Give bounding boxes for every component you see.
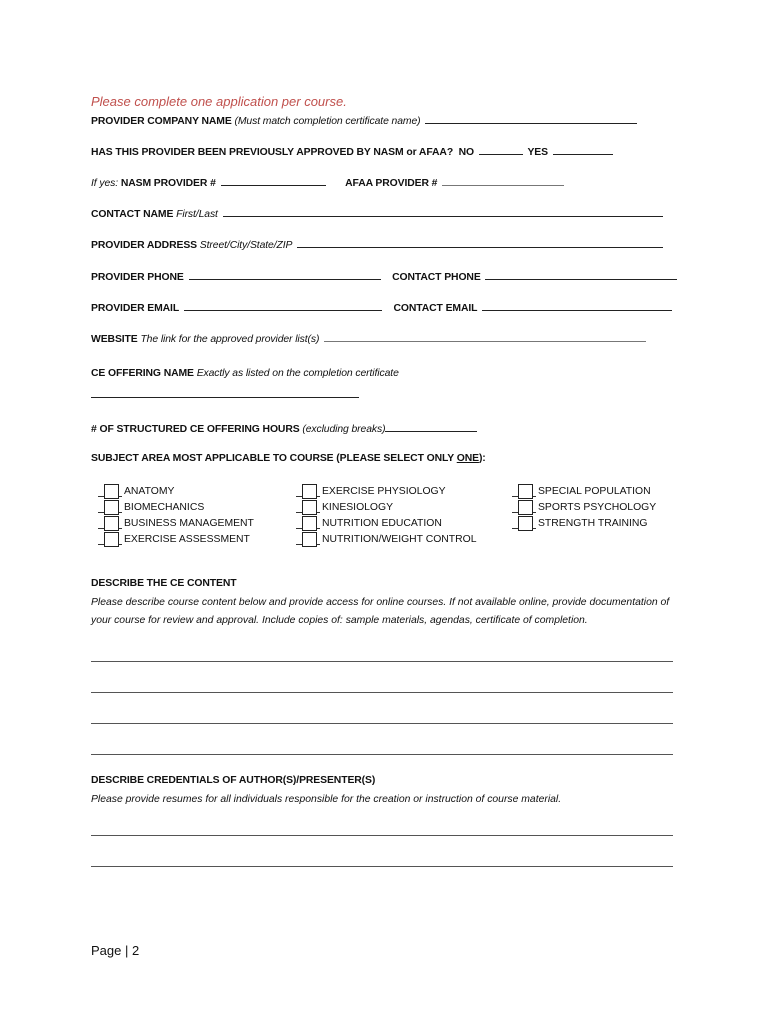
address-hint: Street/City/State/ZIP	[199, 240, 293, 251]
provider-email-field[interactable]	[184, 301, 382, 311]
subject-option[interactable]	[98, 516, 254, 532]
option-checkbox[interactable]	[104, 516, 119, 531]
contact-phone-field[interactable]	[485, 270, 677, 280]
option-label: EXERCISE ASSESSMENT	[124, 534, 250, 545]
website-label: WEBSITE	[91, 334, 138, 345]
afaa-provider-field[interactable]	[442, 176, 564, 186]
option-checkbox[interactable]	[104, 532, 119, 547]
subject-option[interactable]	[98, 532, 254, 548]
contact-email-label: CONTACT EMAIL	[393, 303, 478, 314]
option-checkbox[interactable]	[518, 484, 533, 499]
approved-question: HAS THIS PROVIDER BEEN PREVIOUSLY APPROVED BY NASM or AFAA?	[91, 147, 454, 158]
afaa-provider-label: AFAA PROVIDER #	[345, 178, 438, 189]
describe-ce-heading: DESCRIBE THE CE CONTENT	[91, 578, 237, 589]
website-row	[91, 332, 648, 345]
option-checkbox[interactable]	[302, 484, 317, 499]
option-label: ANATOMY	[124, 486, 175, 497]
option-label: EXERCISE PHYSIOLOGY	[322, 486, 446, 497]
company-name-hint: (Must match completion certificate name)	[234, 116, 421, 127]
ce-offering-field[interactable]	[91, 397, 359, 398]
contact-name-label: CONTACT NAME	[91, 209, 174, 220]
subject-option[interactable]	[296, 516, 477, 532]
option-label: BUSINESS MANAGEMENT	[124, 518, 254, 529]
provider-email-label: PROVIDER EMAIL	[91, 303, 180, 314]
address-row	[91, 238, 665, 251]
subject-label-end: ):	[478, 453, 486, 464]
company-name-label: PROVIDER COMPANY NAME	[91, 116, 232, 127]
describe-ce-line-2[interactable]	[91, 692, 673, 693]
approved-yes-label: YES	[527, 147, 548, 158]
provider-phone-field[interactable]	[189, 270, 381, 280]
hours-label: # OF STRUCTURED CE OFFERING HOURS	[91, 424, 300, 435]
form-title: Please complete one application per course.	[91, 94, 347, 109]
option-checkbox[interactable]	[302, 516, 317, 531]
subject-heading	[91, 453, 486, 464]
subject-option[interactable]	[296, 484, 477, 500]
hours-row	[91, 422, 479, 435]
hours-hint: (excluding breaks)	[302, 424, 386, 435]
option-label: KINESIOLOGY	[322, 502, 394, 513]
contact-name-hint: First/Last	[176, 209, 218, 220]
option-label: BIOMECHANICS	[124, 502, 205, 513]
credentials-instructions: Please provide resumes for all individuals responsible for the creation or instruction of course material.	[91, 794, 562, 805]
page-number: Page | 2	[91, 943, 140, 958]
contact-phone-label: CONTACT PHONE	[392, 272, 481, 283]
option-checkbox[interactable]	[518, 516, 533, 531]
approved-yes-field[interactable]	[553, 145, 613, 155]
approved-no-field[interactable]	[479, 145, 523, 155]
email-row	[91, 301, 674, 314]
nasm-provider-label: NASM PROVIDER #	[120, 178, 216, 189]
option-label: NUTRITION/WEIGHT CONTROL	[322, 534, 477, 545]
ce-offering-hint: Exactly as listed on the completion certificate	[196, 368, 399, 379]
company-name-field[interactable]	[425, 114, 637, 124]
address-label: PROVIDER ADDRESS	[91, 240, 197, 251]
subject-column-1	[98, 484, 254, 548]
describe-ce-instructions: Please describe course content below and provide access for online courses. If not available online, provide documentation of your course for review and approval. Include copies of: sample materials, agendas, certificate of completion.	[91, 597, 670, 626]
website-hint: The link for the approved provider list(s)	[140, 334, 320, 345]
subject-option[interactable]	[98, 484, 254, 500]
approved-row	[91, 145, 615, 158]
hours-field[interactable]	[385, 422, 477, 432]
address-field[interactable]	[297, 238, 663, 248]
option-checkbox[interactable]	[104, 484, 119, 499]
option-label: SPECIAL POPULATION	[538, 486, 651, 497]
describe-ce-line-4[interactable]	[91, 754, 673, 755]
credentials-line-1[interactable]	[91, 835, 673, 836]
contact-email-field[interactable]	[482, 301, 672, 311]
option-checkbox[interactable]	[302, 532, 317, 547]
option-checkbox[interactable]	[104, 500, 119, 515]
option-checkbox[interactable]	[302, 500, 317, 515]
provider-numbers-row	[91, 176, 566, 189]
option-label: NUTRITION EDUCATION	[322, 518, 442, 529]
subject-option[interactable]	[296, 532, 477, 548]
subject-option[interactable]	[512, 484, 656, 500]
approved-no-label: NO	[458, 147, 475, 158]
subject-option[interactable]	[98, 500, 254, 516]
credentials-heading: DESCRIBE CREDENTIALS OF AUTHOR(S)/PRESENTER(S)	[91, 775, 376, 786]
subject-column-2	[296, 484, 477, 548]
describe-ce-line-1[interactable]	[91, 661, 673, 662]
describe-ce-line-3[interactable]	[91, 723, 673, 724]
subject-option[interactable]	[296, 500, 477, 516]
website-field[interactable]	[324, 332, 646, 342]
subject-label: SUBJECT AREA MOST APPLICABLE TO COURSE (PLEASE SELECT ONLY	[91, 453, 457, 464]
ce-offering-row	[91, 368, 399, 379]
subject-option[interactable]	[512, 500, 656, 516]
ce-offering-label: CE OFFERING NAME	[91, 368, 194, 379]
phone-row	[91, 270, 679, 283]
provider-phone-label: PROVIDER PHONE	[91, 272, 184, 283]
if-yes-label: If yes:	[91, 178, 119, 189]
nasm-provider-field[interactable]	[221, 176, 326, 186]
subject-option[interactable]	[512, 516, 656, 532]
credentials-line-2[interactable]	[91, 866, 673, 867]
option-checkbox[interactable]	[518, 500, 533, 515]
contact-name-field[interactable]	[223, 207, 663, 217]
subject-column-3	[512, 484, 656, 532]
company-name-row	[91, 114, 639, 127]
option-label: STRENGTH TRAINING	[538, 518, 648, 529]
subject-label-one: ONE	[456, 453, 479, 464]
option-label: SPORTS PSYCHOLOGY	[538, 502, 657, 513]
contact-name-row	[91, 207, 665, 220]
